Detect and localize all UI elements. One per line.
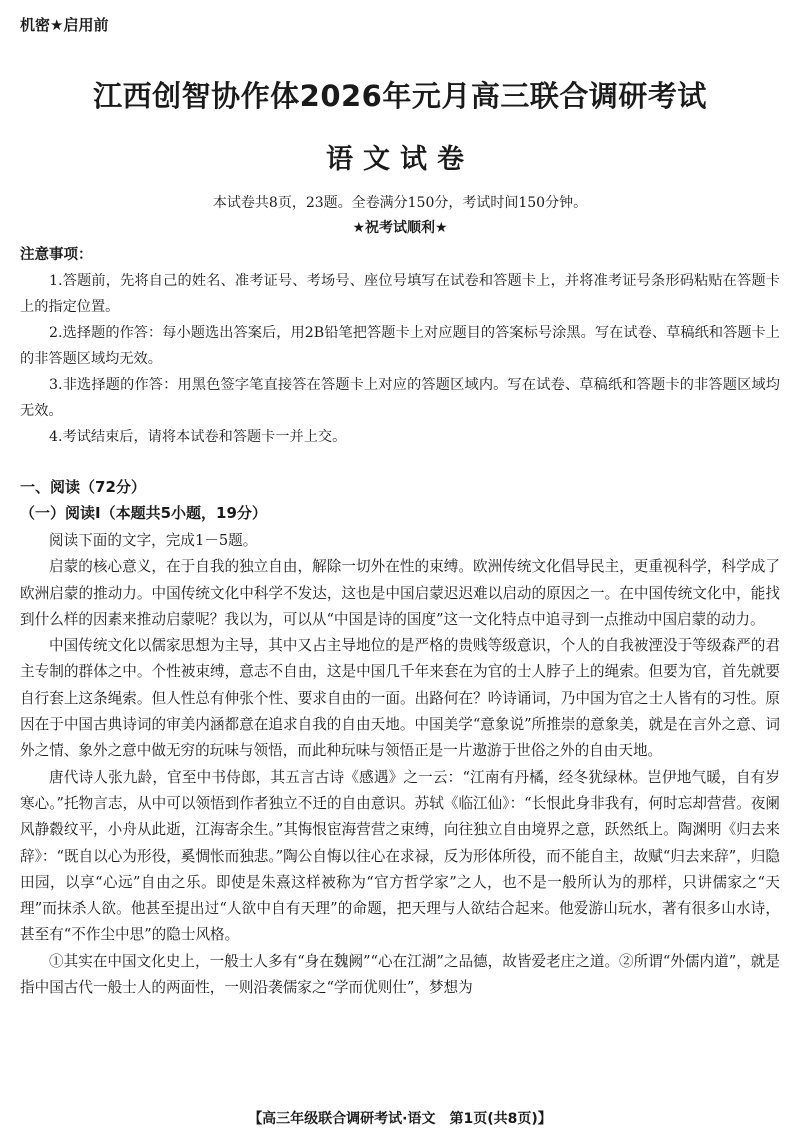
exam-info: 本试卷共8页，23题。全卷满分150分，考试时间150分钟。 [212,195,588,211]
good-luck-line: ★祝考试顺利★ [352,220,448,236]
section-heading: 一、阅读（72分） [20,478,146,496]
notice-heading: 注意事项： [20,247,93,263]
instruction-line: 阅读下面的文字，完成1－5题。 [49,532,258,549]
passage-paragraph: 启蒙的核心意义，在于自我的独立自由，解除一切外在性的束缚。欧洲传统文化倡导民主，更重视科学，科学成了欧洲启蒙的推动力。中国传统文化中科学不发达，这也是中国启蒙迟迟难以启动的原因之一。在中国传统文化中，能找到什么样的因素来推动启蒙呢？我以为，可以从“中国是诗的国度”这一文化特点中追寻到一点推动中国启蒙的动力。 [20,558,780,628]
page-footer: 【高三年级联合调研考试·语文 第1页(共8页)】 [248,1111,552,1127]
subsection-heading: （一）阅读Ⅰ（本题共5小题，19分） [20,504,267,522]
passage-paragraph: ①其实在中国文化史上，一般士人多有“身在魏阙”“心在江湖”之品德，故皆爱老庄之道。②所谓“外儒内道”，就是指中国古代一般士人的两面性，一则沿袭儒家之“学而优则仕”，梦想为 [20,952,780,997]
notice-item: 1.答题前，先将自己的姓名、准考证号、考场号、座位号填写在试卷和答题卡上，并将准考证号条形码粘贴在答题卡上的指定位置。 [20,273,780,315]
reading-passage [20,528,780,1001]
confidential-label: 机密★启用前 [20,16,109,34]
notice-item: 2.选择题的作答：每小题选出答案后，用2B铅笔把答题卡上对应题目的答案标号涂黑。写在试卷、草稿纸和答题卡上的非答题区域均无效。 [20,325,780,367]
notice-item: 4.考试结束后，请将本试卷和答题卡一并上交。 [49,429,347,445]
passage-paragraph: 中国传统文化以儒家思想为主导，其中又占主导地位的是严格的贵贱等级意识，个人的自我被湮没于等级森严的君主专制的群体之中。个性被束缚，意志不自由，这是中国几千年来套在为官的士人脖子上的绳索。但要为官，首先就要自行套上这条绳索。但人性总有伸张个性、要求自由的一面。出路何在？吟诗诵词，乃中国为官之士人皆有的习性。原因在于中国古典诗词的审美内涵都意在追求自我的自由天地。中国美学“意象说”所推崇的意象美，就是在言外之意、词外之情、象外之意中做无穷的玩味与领悟，而此种玩味与领悟正是一片遨游于世俗之外的自由天地。 [20,637,780,760]
notice-item: 3.非选择题的作答：用黑色签字笔直接答在答题卡上对应的答题区域内。写在试卷、草稿纸和答题卡的非答题区域均无效。 [20,377,780,419]
notice-section [20,242,780,450]
exam-subtitle: 语文试卷 [326,144,474,175]
exam-title: 江西创智协作体2026年元月高三联合调研考试 [93,79,707,113]
passage-paragraph: 唐代诗人张九龄，官至中书侍郎，其五言古诗《感遇》之一云：“江南有丹橘，经冬犹绿林。岂伊地气暖，自有岁寒心。”托物言志，从中可以领悟到作者独立不迁的自由意识。苏轼《临江仙》：“长恨此身非我有，何时忘却营营。夜阑风静縠纹平，小舟从此逝，江海寄余生。”其悔恨宦海营营之束缚，向往独立自由境界之意，跃然纸上。陶渊明《归去来辞》：“既自以心为形役，奚惆怅而独悲。”陶公自悔以往心在求禄，反为形体所役，而不能自主，故赋“归去来辞”，归隐田园，以享“心远”自由之乐。即使是朱熹这样被称为“官方哲学家”之人，也不是一般所认为的那样，只讲儒家之“天理”而抹杀人欲。他甚至提出过“人欲中自有天理”的命题，把天理与人欲结合起来。他爱游山玩水，著有很多山水诗，甚至有“不作尘中思”的隐士风格。 [20,768,780,944]
